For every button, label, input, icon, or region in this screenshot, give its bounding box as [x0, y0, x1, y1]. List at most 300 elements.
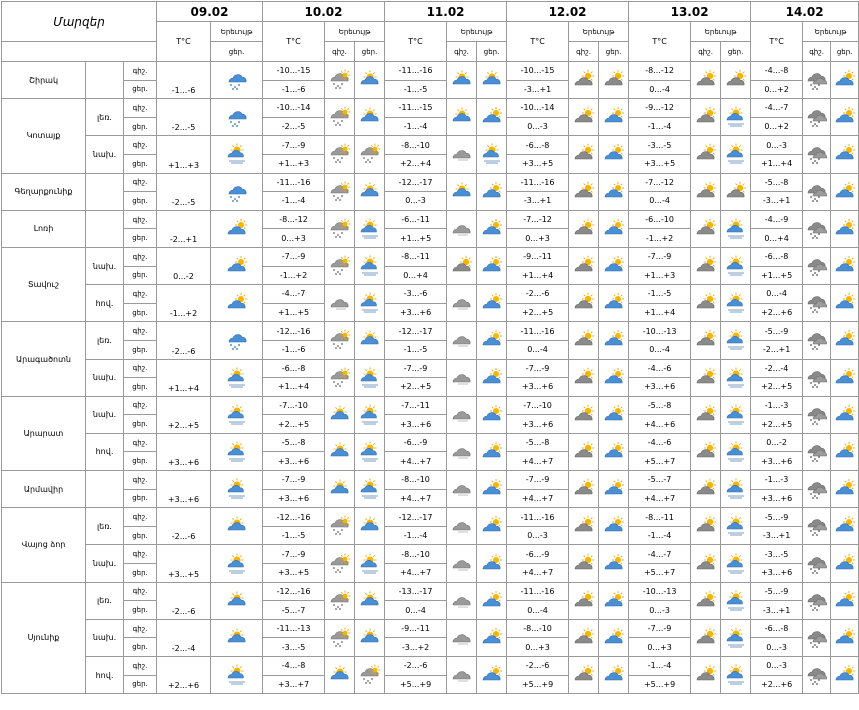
cloud-sun-icon	[691, 210, 721, 247]
cloud-sun-icon	[691, 657, 721, 694]
night-col-header: գիշ.	[447, 42, 477, 62]
cloud-sun-icon	[599, 62, 629, 99]
night-label: գիշ.	[124, 247, 157, 266]
day-label: ցեր.	[124, 117, 157, 136]
day-temp: -1...-4	[385, 117, 447, 136]
day-temp: +1...+5	[751, 266, 803, 285]
night-temp: -3...-5	[751, 545, 803, 564]
night-temp: -5...-9	[751, 322, 803, 341]
temp-col-header: T°C	[751, 22, 803, 62]
day-temp: +1...+3	[629, 266, 691, 285]
day-label: ցեր.	[124, 638, 157, 657]
night-temp: -7...-12	[629, 173, 691, 192]
cloud-blue-icon	[599, 136, 629, 173]
night-temp: -12...-17	[385, 322, 447, 341]
sun-cloud-icon	[325, 396, 355, 433]
night-temp: -1...-5	[629, 285, 691, 304]
night-label: գիշ.	[124, 657, 157, 676]
day9-temp: -2...-6	[157, 322, 211, 359]
cloud-grey-icon	[447, 210, 477, 247]
day-col-header: ցեր.	[477, 42, 507, 62]
subregion-name: հով.	[86, 657, 124, 694]
night-temp: -8...-10	[385, 471, 447, 490]
day-temp: -2...-5	[263, 117, 325, 136]
night-temp: -11...-16	[507, 173, 569, 192]
cloud-blue-icon	[599, 619, 629, 656]
cloud-sun-icon	[691, 396, 721, 433]
day-temp: +4...+7	[507, 564, 569, 583]
night-label: գիշ.	[124, 322, 157, 341]
day-temp: +4...+7	[629, 489, 691, 508]
day-temp: +2...+5	[507, 303, 569, 322]
day-temp: +1...+3	[263, 154, 325, 173]
night-temp: -5...-8	[263, 433, 325, 452]
partly-cloudy-snow-icon	[355, 657, 385, 694]
cloud-blue-icon	[831, 173, 859, 210]
snow-cloud-icon	[211, 62, 263, 99]
day9-temp: +1...+4	[157, 359, 211, 396]
cloud-blue-icon	[211, 285, 263, 322]
day-label: ցեր.	[124, 340, 157, 359]
night-temp: -13...-17	[385, 582, 447, 601]
day-temp: +4...+7	[507, 452, 569, 471]
subregion-name: նախ.	[86, 619, 124, 656]
day-temp: +2...+5	[751, 378, 803, 397]
day-label: ցեր.	[124, 452, 157, 471]
night-label: գիշ.	[124, 285, 157, 304]
night-temp: -10...-15	[263, 62, 325, 81]
partly-cloudy-snow-icon	[325, 210, 355, 247]
cloud-blue-icon	[599, 508, 629, 545]
day-temp: -3...+1	[751, 192, 803, 211]
cloud-blue-icon	[831, 582, 859, 619]
day-label: ցեր.	[124, 378, 157, 397]
cloud-blue-icon	[831, 99, 859, 136]
cloud-sun-icon	[691, 433, 721, 470]
day-temp: +1...+4	[629, 303, 691, 322]
sun-cloud-icon	[447, 173, 477, 210]
sun-cloud-icon	[355, 508, 385, 545]
sun-fog-icon	[211, 657, 263, 694]
snow-cloud-dark-icon	[803, 508, 831, 545]
night-temp: -8...-12	[629, 62, 691, 81]
cloud-grey-icon	[447, 545, 477, 582]
night-temp: -7...-9	[507, 359, 569, 378]
night-temp: -5...-9	[751, 582, 803, 601]
sun-cloud-icon	[355, 99, 385, 136]
night-label: գիշ.	[124, 99, 157, 118]
day-temp: -1...-4	[629, 526, 691, 545]
night-temp: -5...-7	[629, 471, 691, 490]
cloud-sun-icon	[569, 322, 599, 359]
day-temp: -3...+2	[385, 638, 447, 657]
day-temp: 0...+2	[751, 117, 803, 136]
night-temp: -8...-10	[385, 136, 447, 155]
day-temp: -3...+1	[507, 80, 569, 99]
cloud-grey-icon	[447, 285, 477, 322]
day-temp: -1...-5	[263, 526, 325, 545]
snow-cloud-dark-icon	[803, 285, 831, 322]
day9-temp: +3...+6	[157, 433, 211, 470]
day-temp: 0...-4	[629, 192, 691, 211]
cloud-grey-icon	[325, 285, 355, 322]
sun-cloud-icon	[355, 322, 385, 359]
day-temp: -1...-5	[385, 80, 447, 99]
snow-cloud-icon	[211, 173, 263, 210]
day-temp: +2...+4	[385, 154, 447, 173]
day-temp: -1...-5	[385, 340, 447, 359]
subregion-name: լեռ.	[86, 582, 124, 619]
temp-col-header: T°C	[157, 22, 211, 62]
night-temp: -10...-15	[507, 62, 569, 81]
day-temp: -2...+1	[751, 340, 803, 359]
cloud-sun-icon	[569, 99, 599, 136]
snow-cloud-dark-icon	[803, 396, 831, 433]
day9-temp: -2...-5	[157, 173, 211, 210]
night-temp: -6...-11	[385, 210, 447, 229]
night-temp: -9...-11	[507, 247, 569, 266]
night-label: գիշ.	[124, 471, 157, 490]
day-temp: -3...+1	[507, 192, 569, 211]
region-name: Սյունիք	[2, 582, 86, 694]
day-temp: +2...+5	[263, 415, 325, 434]
snow-cloud-dark-icon	[803, 582, 831, 619]
date-header: 09.02	[157, 2, 263, 22]
night-temp: -11...-13	[263, 619, 325, 638]
partly-cloudy-snow-icon	[325, 99, 355, 136]
night-temp: -9...-12	[629, 99, 691, 118]
cloud-sun-icon	[447, 247, 477, 284]
cloud-blue-icon	[599, 210, 629, 247]
sun-fog-icon	[211, 433, 263, 470]
region-name: Շիրակ	[2, 62, 86, 99]
cloud-grey-icon	[447, 582, 477, 619]
night-temp: -2...-6	[507, 285, 569, 304]
phenomena-col-header: Երեւույթ	[325, 22, 385, 42]
snow-cloud-dark-icon	[803, 62, 831, 99]
day-temp: +4...+6	[629, 415, 691, 434]
day-temp: +2...+5	[385, 378, 447, 397]
night-col-header: գիշ.	[569, 42, 599, 62]
day-temp: 0...-3	[507, 117, 569, 136]
cloud-blue-icon	[477, 173, 507, 210]
day-temp: 0...+3	[263, 229, 325, 248]
night-temp: -4...-6	[629, 359, 691, 378]
sun-cloud-icon	[211, 619, 263, 656]
night-temp: -5...-8	[507, 433, 569, 452]
sun-fog-icon	[355, 210, 385, 247]
phenomena-col-header: Երեւույթ	[691, 22, 751, 42]
date-header: 11.02	[385, 2, 507, 22]
region-name: Վայոց ձոր	[2, 508, 86, 582]
partly-cloudy-snow-icon	[325, 247, 355, 284]
sun-fog-icon	[721, 247, 751, 284]
day9-temp: +3...+5	[157, 545, 211, 582]
day-temp: 0...-3	[751, 638, 803, 657]
sun-cloud-icon	[325, 433, 355, 470]
subregion-name: լեռ.	[86, 99, 124, 136]
day-temp: 0...+3	[629, 638, 691, 657]
day-temp: -1...-4	[263, 192, 325, 211]
night-temp: -8...-12	[263, 210, 325, 229]
sun-fog-icon	[355, 545, 385, 582]
day-label: ցեր.	[124, 192, 157, 211]
night-temp: -6...-8	[263, 359, 325, 378]
cloud-blue-icon	[599, 582, 629, 619]
cloud-blue-icon	[831, 471, 859, 508]
night-col-header: գիշ.	[803, 42, 831, 62]
cloud-sun-icon	[569, 433, 599, 470]
sun-fog-icon	[721, 322, 751, 359]
night-temp: -4...-8	[263, 657, 325, 676]
sun-fog-icon	[721, 210, 751, 247]
sun-cloud-icon	[325, 657, 355, 694]
night-label: գիշ.	[124, 433, 157, 452]
subregion-name: հով.	[86, 433, 124, 470]
region-name: Արմավիր	[2, 471, 86, 508]
cloud-grey-icon	[447, 433, 477, 470]
cloud-sun-icon	[569, 582, 599, 619]
cloud-sun-icon	[691, 136, 721, 173]
day-temp: +3...+5	[263, 564, 325, 583]
sun-fog-icon	[355, 285, 385, 322]
cloud-grey-icon	[447, 471, 477, 508]
cloud-sun-icon	[569, 471, 599, 508]
night-temp: 0...-3	[751, 136, 803, 155]
cloud-blue-icon	[477, 285, 507, 322]
sun-cloud-icon	[325, 471, 355, 508]
day-temp: +1...+4	[507, 266, 569, 285]
sun-fog-icon	[355, 247, 385, 284]
cloud-sun-icon	[691, 619, 721, 656]
cloud-blue-icon	[599, 247, 629, 284]
day-col-header: ցեր.	[831, 42, 859, 62]
day9-temp: 0...-2	[157, 247, 211, 284]
day-temp: +3...+6	[263, 489, 325, 508]
night-temp: -5...-9	[751, 508, 803, 527]
sun-fog-icon	[355, 396, 385, 433]
sun-fog-icon	[721, 396, 751, 433]
cloud-sun-icon	[721, 62, 751, 99]
night-temp: -7...-10	[507, 396, 569, 415]
date-header: 13.02	[629, 2, 751, 22]
day-col-header: ցեր.	[211, 42, 263, 62]
sun-fog-icon	[355, 359, 385, 396]
cloud-grey-icon	[447, 396, 477, 433]
day-label: ցեր.	[124, 564, 157, 583]
cloud-blue-icon	[599, 433, 629, 470]
temp-col-header: T°C	[263, 22, 325, 62]
phenomena-col-header: Երեւույթ	[569, 22, 629, 42]
night-label: գիշ.	[124, 508, 157, 527]
day-temp: -1...+2	[629, 229, 691, 248]
night-temp: -7...-9	[263, 136, 325, 155]
cloud-sun-icon	[691, 62, 721, 99]
day-temp: 0...-3	[507, 526, 569, 545]
night-label: գիշ.	[124, 359, 157, 378]
cloud-blue-icon	[831, 247, 859, 284]
sun-fog-icon	[211, 136, 263, 173]
day-temp: -1...-6	[263, 80, 325, 99]
night-temp: -4...-7	[263, 285, 325, 304]
night-temp: -1...-3	[751, 396, 803, 415]
day9-temp: +3...+6	[157, 471, 211, 508]
day-temp: +4...+7	[385, 489, 447, 508]
cloud-sun-icon	[691, 545, 721, 582]
day-label: ցեր.	[124, 675, 157, 694]
partly-cloudy-snow-icon	[325, 619, 355, 656]
partly-cloudy-snow-icon	[355, 136, 385, 173]
region-name: Լոռի	[2, 210, 86, 247]
sun-fog-icon	[721, 471, 751, 508]
night-temp: -7...-9	[263, 247, 325, 266]
night-temp: -6...-8	[751, 619, 803, 638]
day-label: ցեր.	[124, 489, 157, 508]
day-temp: 0...-4	[629, 80, 691, 99]
cloud-grey-icon	[447, 619, 477, 656]
snow-cloud-dark-icon	[803, 545, 831, 582]
day-temp: 0...+4	[385, 266, 447, 285]
day9-temp: +1...+3	[157, 136, 211, 173]
night-temp: -8...-10	[385, 545, 447, 564]
day-temp: +1...+5	[263, 303, 325, 322]
cloud-grey-icon	[447, 359, 477, 396]
day-temp: 0...-4	[507, 601, 569, 620]
cloud-blue-icon	[831, 545, 859, 582]
cloud-blue-icon	[477, 322, 507, 359]
day-temp: +2...+5	[751, 415, 803, 434]
day-temp: +1...+4	[263, 378, 325, 397]
night-label: գիշ.	[124, 173, 157, 192]
night-label: գիշ.	[124, 136, 157, 155]
day-temp: +3...+6	[385, 303, 447, 322]
day-label: ցեր.	[124, 266, 157, 285]
cloud-blue-icon	[211, 247, 263, 284]
cloud-sun-icon	[721, 173, 751, 210]
partly-cloudy-snow-icon	[325, 173, 355, 210]
snow-cloud-dark-icon	[803, 136, 831, 173]
cloud-blue-icon	[831, 62, 859, 99]
day-temp: +5...+7	[629, 452, 691, 471]
cloud-sun-icon	[569, 396, 599, 433]
subregion-name: նախ.	[86, 545, 124, 582]
night-temp: -10...-14	[263, 99, 325, 118]
cloud-blue-icon	[477, 619, 507, 656]
partly-cloudy-snow-icon	[325, 359, 355, 396]
sun-cloud-icon	[211, 582, 263, 619]
cloud-sun-icon	[691, 322, 721, 359]
day-temp: 0...+2	[751, 80, 803, 99]
cloud-blue-icon	[831, 433, 859, 470]
sun-fog-icon	[477, 136, 507, 173]
sun-fog-icon	[721, 285, 751, 322]
cloud-blue-icon	[599, 471, 629, 508]
day-temp: 0...-4	[507, 340, 569, 359]
day-temp: +3...+6	[751, 489, 803, 508]
subregion-name: նախ.	[86, 136, 124, 173]
sun-fog-icon	[721, 582, 751, 619]
day-temp: 0...+4	[751, 229, 803, 248]
day-temp: -3...+1	[751, 601, 803, 620]
cloud-blue-icon	[477, 210, 507, 247]
snow-cloud-dark-icon	[803, 433, 831, 470]
cloud-sun-icon	[569, 173, 599, 210]
day9-temp: -2...-6	[157, 508, 211, 545]
night-label: գիշ.	[124, 582, 157, 601]
sun-cloud-icon	[447, 62, 477, 99]
cloud-sun-icon	[569, 136, 599, 173]
day-label: ցեր.	[124, 154, 157, 173]
partly-cloudy-snow-icon	[325, 62, 355, 99]
sun-fog-icon	[211, 396, 263, 433]
day-temp: -1...-6	[263, 340, 325, 359]
forecast-table	[1, 1, 859, 694]
phenomena-col-header: Երեւույթ	[211, 22, 263, 42]
night-temp: -12...-17	[385, 508, 447, 527]
cloud-blue-icon	[831, 210, 859, 247]
cloud-blue-icon	[477, 396, 507, 433]
night-temp: -12...-17	[385, 173, 447, 192]
sun-fog-icon	[211, 471, 263, 508]
page-title: Մարզեր	[2, 2, 157, 42]
day-temp: -1...-4	[629, 117, 691, 136]
day-temp: +3...+6	[751, 564, 803, 583]
night-temp: -4...-8	[751, 62, 803, 81]
subregion-name: լեռ.	[86, 322, 124, 359]
day-temp: +3...+6	[629, 378, 691, 397]
sun-cloud-icon	[355, 582, 385, 619]
cloud-blue-icon	[477, 247, 507, 284]
day9-temp: -1...-6	[157, 62, 211, 99]
date-header: 14.02	[751, 2, 859, 22]
sun-cloud-icon	[477, 62, 507, 99]
cloud-blue-icon	[831, 136, 859, 173]
subregion-blank	[86, 62, 124, 99]
sun-fog-icon	[721, 619, 751, 656]
sun-fog-icon	[355, 433, 385, 470]
night-temp: -4...-9	[751, 210, 803, 229]
day-temp: +1...+5	[385, 229, 447, 248]
cloud-sun-icon	[569, 657, 599, 694]
day-temp: +5...+7	[629, 564, 691, 583]
night-temp: -7...-9	[263, 545, 325, 564]
snow-cloud-dark-icon	[803, 359, 831, 396]
cloud-sun-icon	[691, 285, 721, 322]
cloud-sun-icon	[569, 285, 599, 322]
cloud-sun-icon	[691, 508, 721, 545]
day-temp: +3...+6	[385, 415, 447, 434]
day-temp: +1...+4	[751, 154, 803, 173]
day-temp: 0...-4	[385, 601, 447, 620]
night-label: գիշ.	[124, 545, 157, 564]
region-name: Գեղարքունիք	[2, 173, 86, 210]
snow-cloud-dark-icon	[803, 99, 831, 136]
night-temp: -6...-10	[629, 210, 691, 229]
night-temp: -11...-16	[507, 508, 569, 527]
temp-col-header: T°C	[507, 22, 569, 62]
sun-fog-icon	[721, 433, 751, 470]
snow-cloud-dark-icon	[803, 210, 831, 247]
partly-cloudy-snow-icon	[325, 136, 355, 173]
cloud-blue-icon	[831, 619, 859, 656]
sun-fog-icon	[721, 657, 751, 694]
partly-cloudy-snow-icon	[325, 582, 355, 619]
night-temp: -6...-8	[751, 247, 803, 266]
day-temp: 0...-4	[629, 340, 691, 359]
night-temp: -8...-11	[385, 247, 447, 266]
cloud-blue-icon	[831, 657, 859, 694]
day-temp: +4...+7	[507, 489, 569, 508]
